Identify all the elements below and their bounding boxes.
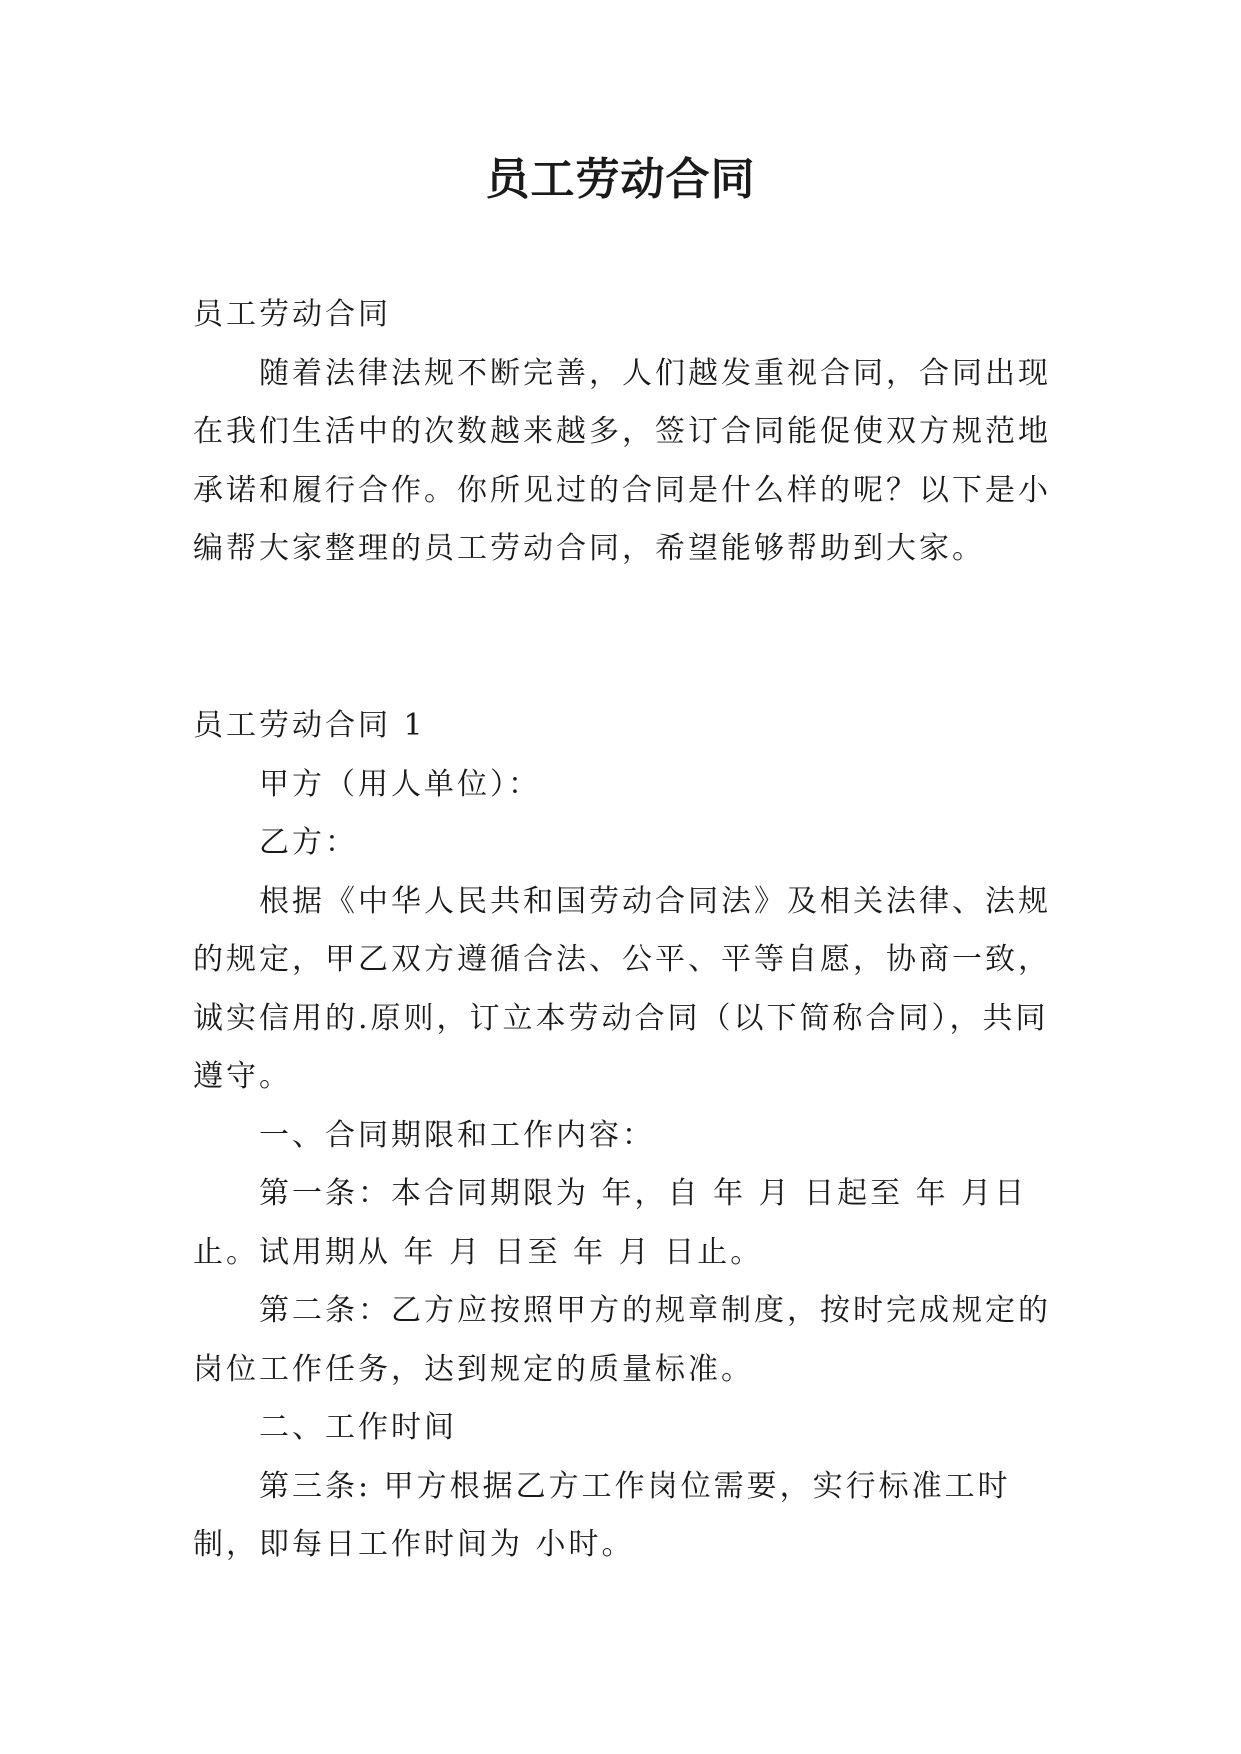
- document-title: 员工劳动合同: [485, 154, 756, 205]
- intro-paragraph: 随着法律法规不断完善，人们越发重视合同，合同出现在我们生活中的次数越来越多，签订合同能促使双方规范地承诺和履行合作。你所见过的合同是什么样的呢？以下是小编帮大家整理的员工劳动合同，希望能够帮助到大家。: [193, 355, 1051, 566]
- article-3: 第三条: 甲方根据乙方工作岗位需要，实行标准工时制，即每日工作时间为 小时。: [193, 1468, 1011, 1562]
- article-1: 第一条：本合同期限为 年，自 年 月 日起至 年 月日止。试用期从 年 月 日至 年 月 日止。: [193, 1176, 1028, 1270]
- section-2-title: 二、工作时间: [259, 1410, 457, 1445]
- article-2: 第二条：乙方应按照甲方的规章制度，按时完成规定的岗位工作任务，达到规定的质量标准。: [193, 1293, 1051, 1387]
- party-b-line: 乙方：: [259, 825, 358, 860]
- contract-heading: 员工劳动合同 1: [193, 708, 426, 743]
- intro-heading: 员工劳动合同: [193, 297, 391, 332]
- party-a-line: 甲方（用人单位）：: [259, 766, 541, 802]
- intro-section: [193, 286, 1063, 579]
- section-1-title: 一、合同期限和工作内容：: [259, 1117, 655, 1153]
- contract-section: [193, 697, 1063, 1575]
- preamble-paragraph: 根据《中华人民共和国劳动合同法》及相关法律、法规的规定，甲乙双方遵循合法、公平、平等自愿，协商一致，诚实信用的.原则，订立本劳动合同（以下简称合同），共同遵守。: [193, 883, 1051, 1094]
